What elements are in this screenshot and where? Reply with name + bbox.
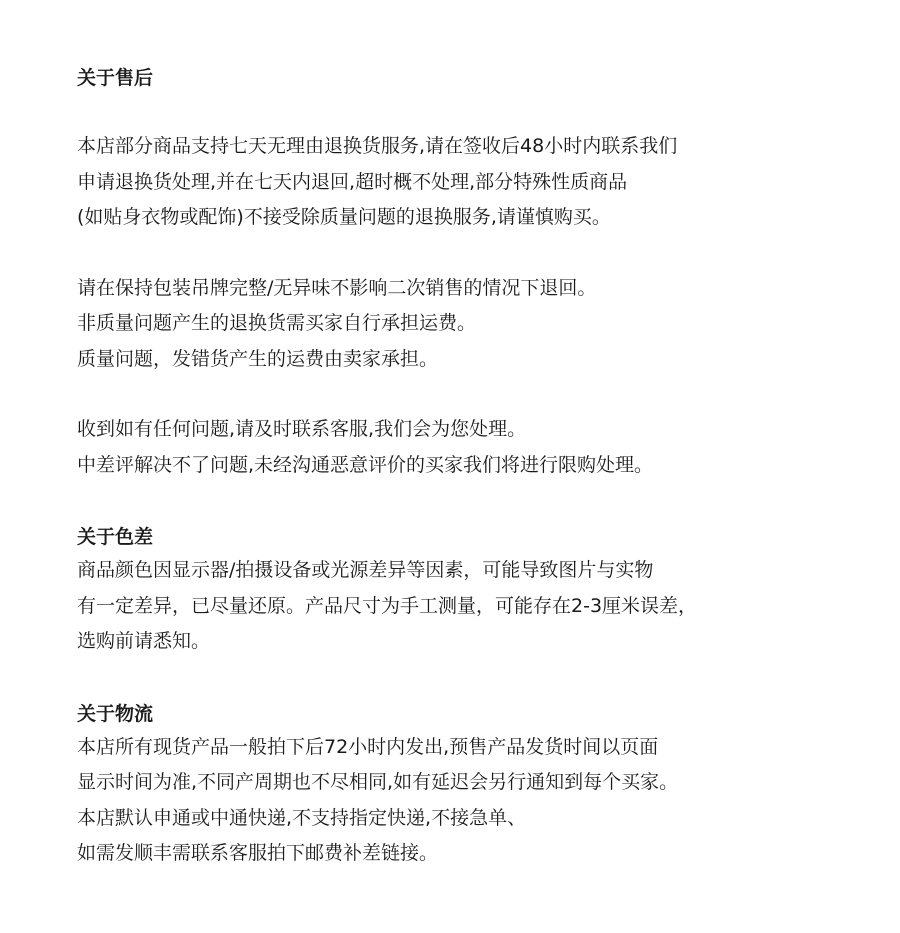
text-line: 本店默认申通或中通快递,不支持指定快递,不接急单、 bbox=[77, 806, 527, 829]
color-paragraph bbox=[77, 553, 900, 660]
text-line: 有一定差异，已尽量还原。产品尺寸为手工测量，可能存在2-3厘米误差， bbox=[77, 594, 698, 617]
logistics-paragraph bbox=[77, 730, 900, 872]
text-line: 质量问题，发错货产生的运费由卖家承担。 bbox=[77, 347, 439, 370]
text-line: 中差评解决不了问题,未经沟通恶意评价的买家我们将进行限购处理。 bbox=[77, 453, 654, 476]
logistics-heading: 关于物流 bbox=[77, 702, 154, 725]
color-heading: 关于色差 bbox=[77, 526, 154, 548]
aftersale-paragraph-3 bbox=[77, 412, 900, 483]
text-line: 如需发顺丰需联系客服拍下邮费补差链接。 bbox=[77, 842, 439, 864]
aftersale-heading: 关于售后 bbox=[77, 67, 154, 89]
aftersale-paragraph-1 bbox=[77, 129, 900, 236]
text-line: 商品颜色因显示器/拍摄设备或光源差异等因素，可能导致图片与实物 bbox=[77, 559, 654, 581]
text-line: 请在保持包装吊牌完整/无异味不影响二次销售的情况下退回。 bbox=[77, 276, 597, 299]
aftersale-paragraph-2 bbox=[77, 271, 900, 378]
text-line: 收到如有任何问题,请及时联系客服,我们会为您处理。 bbox=[77, 418, 527, 440]
text-line: 本店所有现货产品一般拍下后72小时内发出,预售产品发货时间以页面 bbox=[77, 735, 659, 758]
text-line: 本店部分商品支持七天无理由退换货服务,请在签收后48小时内联系我们 bbox=[77, 135, 678, 157]
text-line: 非质量问题产生的退换货需买家自行承担运费。 bbox=[77, 312, 477, 334]
text-line: 显示时间为准,不同产周期也不尽相同,如有延迟会另行通知到每个买家。 bbox=[77, 771, 679, 793]
text-line: 选购前请悉知。 bbox=[77, 630, 211, 652]
text-line: (如贴身衣物或配饰)不接受除质量问题的退换服务,请谨慎购买。 bbox=[77, 206, 611, 228]
text-line: 申请退换货处理,并在七天内退回,超时概不处理,部分特殊性质商品 bbox=[77, 170, 628, 193]
